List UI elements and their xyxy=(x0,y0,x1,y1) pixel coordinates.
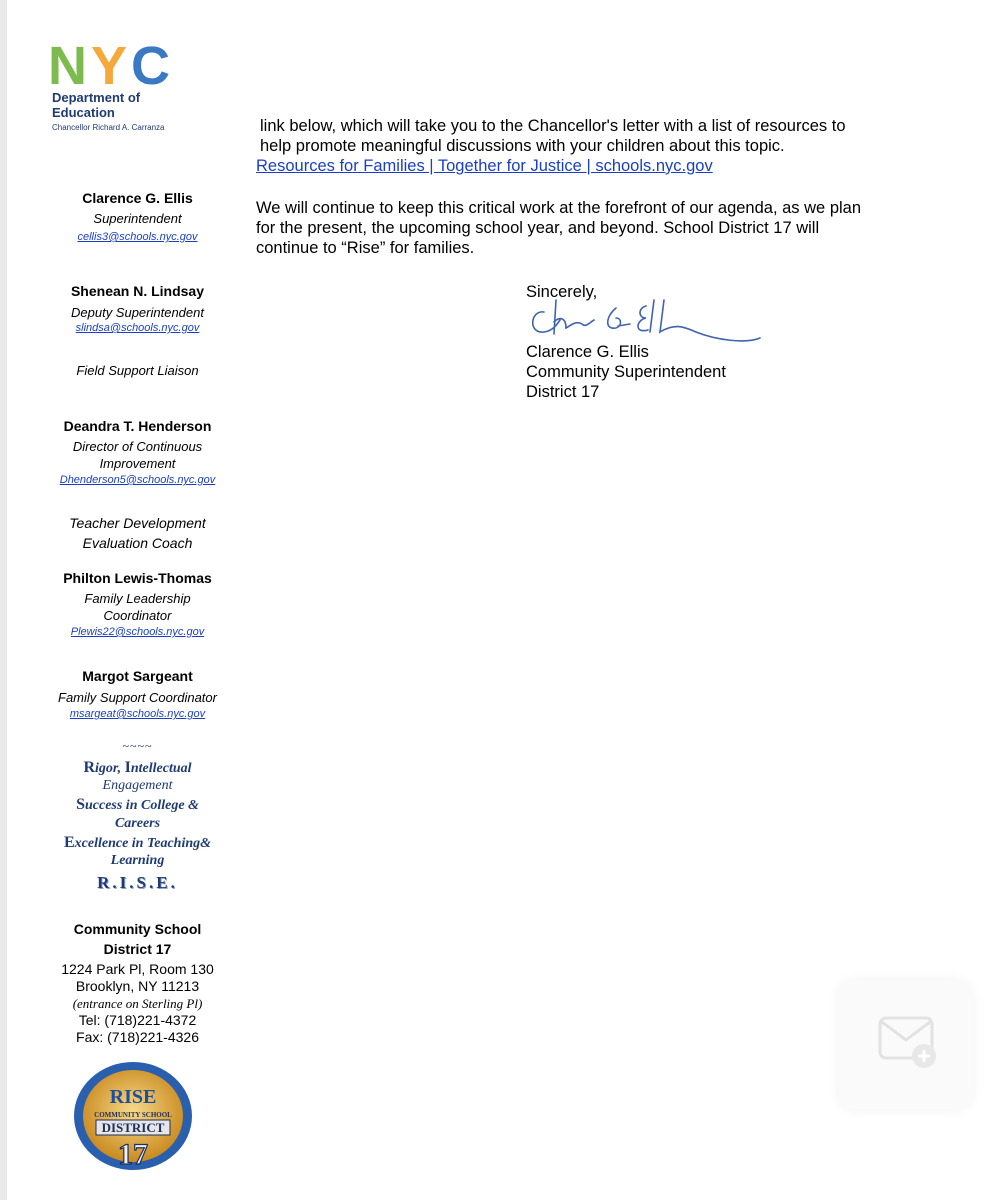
badge-rise-text: RISE xyxy=(109,1086,157,1108)
logo-dept-line1: Department of xyxy=(52,90,141,105)
district-line1: Community School xyxy=(73,921,202,937)
staff-title: Deputy Superintendent xyxy=(71,305,204,320)
rise-district-badge xyxy=(72,1060,194,1172)
paragraph-line: for the present, the upcoming school year, and beyond. School District 17 will xyxy=(256,219,820,237)
motto-line: Learning xyxy=(110,853,165,868)
page-edge xyxy=(0,0,7,1200)
motto-line: Success in College & xyxy=(76,796,199,813)
staff-name: Philton Lewis-Thomas xyxy=(63,570,212,586)
district-fax: Fax: (718)221-4326 xyxy=(76,1029,199,1045)
district-address2: Brooklyn, NY 11213 xyxy=(75,978,200,994)
motto-line: Careers xyxy=(114,816,161,831)
staff-name: Margot Sargeant xyxy=(82,668,193,684)
resources-link[interactable]: Resources for Families | Together for Justice | schools.nyc.gov xyxy=(256,157,713,175)
nyc-logo-icon xyxy=(48,40,184,88)
staff-title: Superintendent xyxy=(93,211,182,226)
floating-mail-button[interactable] xyxy=(838,980,973,1110)
badge-number-text: 17 xyxy=(118,1138,148,1171)
staff-title: Family Support Coordinator xyxy=(58,690,217,705)
nyc-doe-logo xyxy=(48,40,208,136)
divider: ~~~~ xyxy=(122,739,153,753)
district-line2: District 17 xyxy=(103,941,172,957)
staff-name: Shenean N. Lindsay xyxy=(70,283,205,299)
staff-title: Field Support Liaison xyxy=(76,363,199,378)
staff-title: Director of Continuous xyxy=(72,439,203,454)
staff-title: Teacher Development xyxy=(69,515,206,531)
logo-department xyxy=(52,90,140,120)
signer-name: Clarence G. Ellis xyxy=(526,343,649,361)
staff-email-link[interactable]: msargeat@schools.nyc.gov xyxy=(69,708,206,720)
staff-name: Deandra T. Henderson xyxy=(63,418,212,434)
staff-title: Coordinator xyxy=(103,608,172,623)
paragraph-line: We will continue to keep this critical work at the forefront of our agenda, as we plan xyxy=(256,199,862,217)
svg-text:Y: Y xyxy=(91,40,128,88)
rise-badge-icon xyxy=(72,1060,194,1172)
signature xyxy=(526,282,766,344)
svg-text:C: C xyxy=(131,40,170,88)
staff-email-link[interactable]: slindsa@schools.nyc.gov xyxy=(75,322,200,334)
motto-line: Engagement xyxy=(102,778,173,793)
district-entrance: (entrance on Sterling Pl) xyxy=(72,996,203,1011)
staff-email-link[interactable]: Dhenderson5@schools.nyc.gov xyxy=(59,474,216,486)
staff-title: Evaluation Coach xyxy=(82,535,193,551)
motto-line: Excellence in Teaching& xyxy=(63,834,212,851)
logo-dept-line2: Education xyxy=(52,105,115,120)
district-address1: 1224 Park Pl, Room 130 xyxy=(61,961,214,977)
paragraph-line: help promote meaningful discussions with your children about this topic. xyxy=(260,137,785,155)
paragraph-line: continue to “Rise” for families. xyxy=(256,239,475,257)
staff-title: Family Leadership xyxy=(84,591,191,606)
signer-district: District 17 xyxy=(526,383,600,401)
paragraph-line: link below, which will take you to the Chancellor's letter with a list of resources to xyxy=(260,117,846,135)
logo-letter-n: N xyxy=(48,40,87,88)
badge-middle-text: COMMUNITY SCHOOL xyxy=(94,1111,172,1119)
motto-line: Rigor, Intellectual xyxy=(83,759,192,776)
closing: Sincerely, xyxy=(526,283,598,301)
mail-add-icon xyxy=(838,980,973,1110)
staff-title: Improvement xyxy=(99,456,176,471)
staff-email-link[interactable]: Plewis22@schools.nyc.gov xyxy=(70,626,205,638)
signer-title: Community Superintendent xyxy=(526,363,726,381)
staff-email-link[interactable]: cellis3@schools.nyc.gov xyxy=(77,231,198,243)
logo-chancellor: Chancellor Richard A. Carranza xyxy=(52,123,165,132)
district-tel: Tel: (718)221-4372 xyxy=(78,1012,197,1028)
staff-name: Clarence G. Ellis xyxy=(82,190,193,206)
badge-district-text: DISTRICT xyxy=(101,1120,165,1135)
rise-acronym: R.I.S.E. xyxy=(97,873,178,892)
